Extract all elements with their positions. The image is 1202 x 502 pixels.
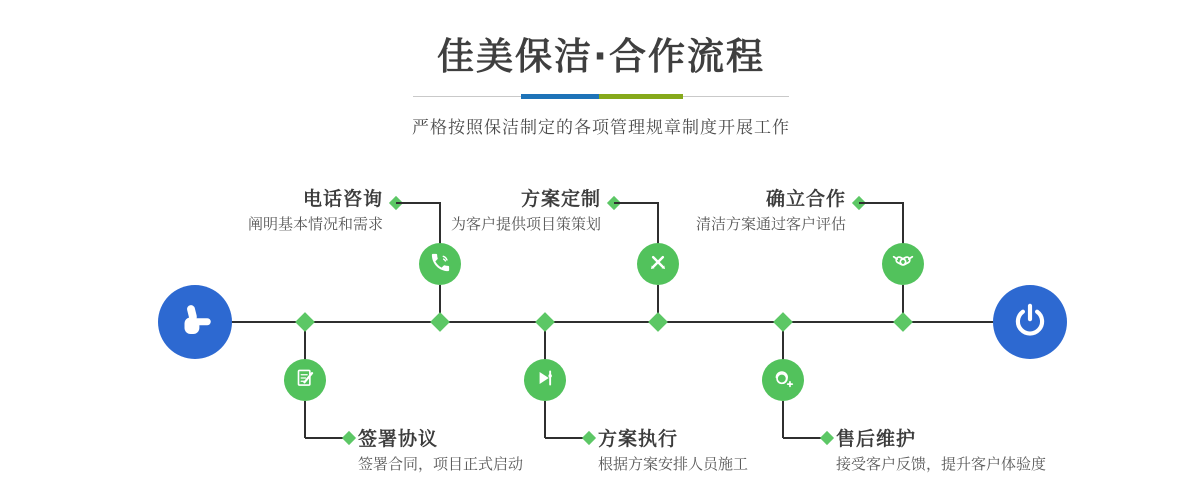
connector-stem xyxy=(304,401,306,438)
junction-diamond xyxy=(535,312,555,332)
step-desc: 根据方案安排人员施工 xyxy=(598,455,749,473)
phone-icon xyxy=(429,251,452,278)
step-icon-circle xyxy=(637,243,679,285)
headset-support-icon xyxy=(770,365,797,396)
hand-pointing-icon xyxy=(174,299,216,345)
end-terminal xyxy=(993,285,1067,359)
start-terminal xyxy=(158,285,232,359)
connector-elbow xyxy=(859,202,903,204)
step-labels xyxy=(836,428,1166,473)
step-desc: 签署合同，项目正式启动 xyxy=(358,455,524,473)
step-icon-circle xyxy=(762,359,804,401)
junction-diamond xyxy=(430,312,450,332)
step-title: 方案定制 xyxy=(520,188,601,210)
step-title: 签署协议 xyxy=(358,428,439,450)
step-desc: 清洁方案通过客户评估 xyxy=(695,215,846,233)
junction-diamond xyxy=(893,312,913,332)
step-icon-circle xyxy=(419,243,461,285)
play-next-icon xyxy=(532,365,558,395)
step-title: 售后维护 xyxy=(836,428,917,450)
step-desc: 为客户提供项目策策划 xyxy=(450,215,601,233)
handshake-icon xyxy=(889,248,917,280)
connector-stem xyxy=(782,401,784,438)
junction-diamond xyxy=(648,312,668,332)
contract-icon xyxy=(292,365,318,395)
step-icon-circle xyxy=(284,359,326,401)
step-title: 确立合作 xyxy=(765,188,846,210)
step-labels xyxy=(551,188,846,233)
step-title: 方案执行 xyxy=(598,428,679,450)
label-diamond xyxy=(342,431,356,445)
design-tools-icon xyxy=(645,249,671,279)
step-icon-circle xyxy=(524,359,566,401)
connector-stem xyxy=(902,202,904,246)
step-desc: 阐明基本情况和需求 xyxy=(247,215,383,233)
connector-stem xyxy=(544,401,546,438)
step-title: 电话咨询 xyxy=(302,188,383,210)
junction-diamond xyxy=(295,312,315,332)
power-icon xyxy=(1010,300,1050,344)
step-desc: 接受客户反馈，提升客户体验度 xyxy=(836,455,1047,473)
step-icon-circle xyxy=(882,243,924,285)
page-title: 佳美保洁·合作流程 xyxy=(436,35,766,78)
junction-diamond xyxy=(773,312,793,332)
page-subtitle: 严格按照保洁制定的各项管理规章制度开展工作 xyxy=(412,117,790,138)
